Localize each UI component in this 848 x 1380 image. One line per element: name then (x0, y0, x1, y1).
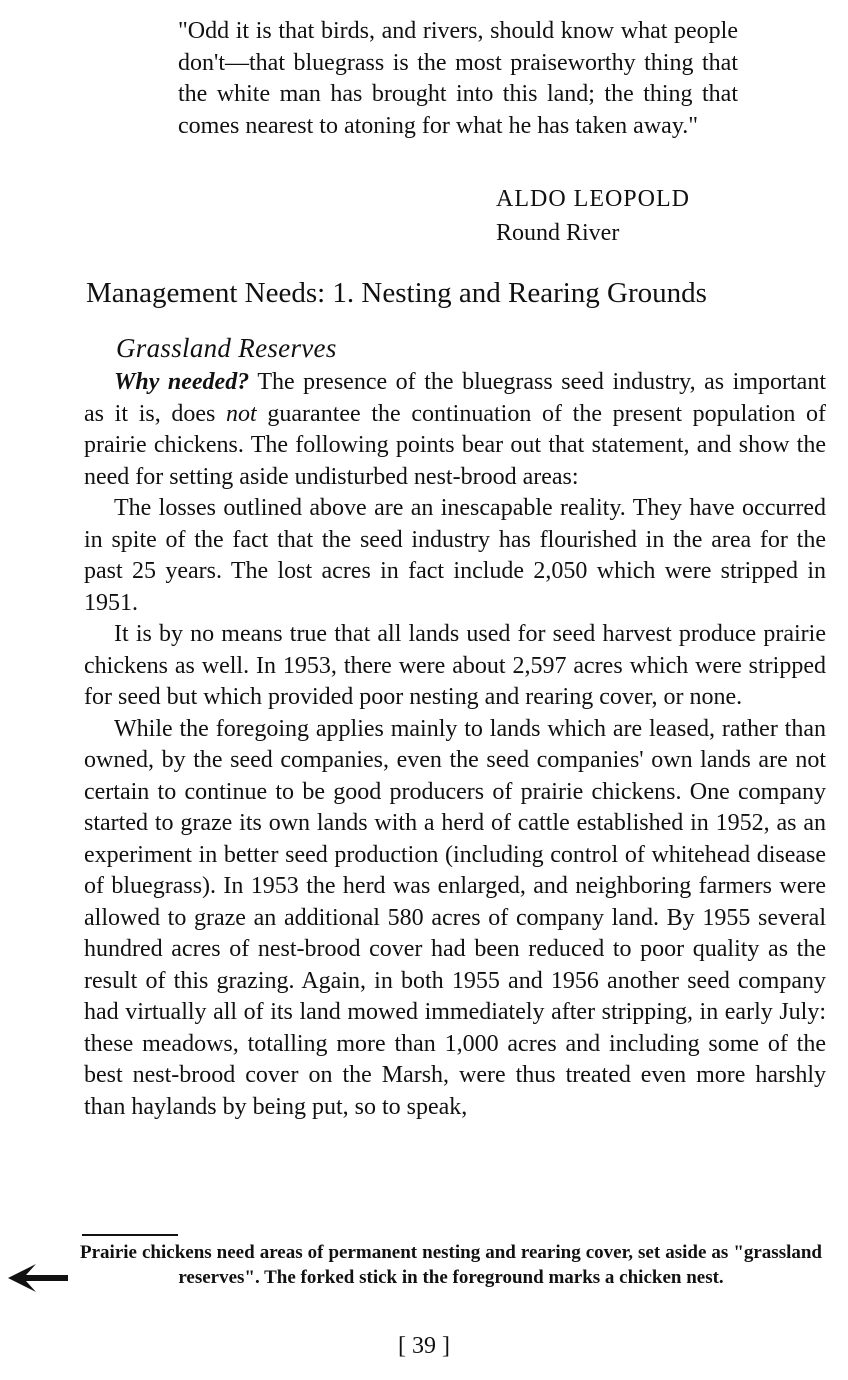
epigraph-source: Round River (496, 220, 620, 246)
paragraph-losses: The losses outlined above are an inescapable reality. They have occurred in spite of the fact that the seed industry has flourished in the area for the past 25 years. The lost acres in fact include 2,050 which were stripped in 1951. (84, 495, 826, 616)
page-number: [ 39 ] (398, 1333, 450, 1359)
epigraph-author: ALDO LEOPOLD (496, 186, 690, 212)
body-text (84, 367, 826, 1123)
paragraph-text: The presence of the bluegrass seed industry, as important as it is, does (84, 369, 826, 427)
caption-divider (82, 1234, 178, 1236)
epigraph-attribution (496, 182, 690, 250)
paragraph-seed-harvest: It is by no means true that all lands used for seed harvest produce prairie chickens as well. In 1953, there were about 2,597 acres which were stripped for seed but which provided poor nesting and rearing cover, or none. (84, 621, 826, 710)
section-heading: Management Needs: 1. Nesting and Rearing Grounds (86, 277, 707, 309)
figure-caption: Prairie chickens need areas of permanent nesting and rearing cover, set aside as "grassland reserves". The forked stick in the foreground marks a chicken nest. (80, 1242, 822, 1288)
paragraph-why-needed (84, 367, 826, 493)
left-arrow-icon (6, 1261, 70, 1295)
paragraph-company-lands: While the foregoing applies mainly to lands which are leased, rather than owned, by the seed companies, even the seed companies' own lands are not certain to continue to be good producers of prairie chickens. One company started to graze its own lands with a herd of cattle established in 1952, as an experiment in better seed production (including control of whitehead disease of bluegrass). In 1953 the herd was enlarged, and neighboring farmers were allowed to graze an additional 580 acres of company land. By 1955 several hundred acres of nest-brood cover had been reduced to poor quality as the result of this grazing. Again, in both 1955 and 1956 another seed company had virtually all of its land mowed immediately after stripping, in early July: these meadows, totalling more than 1,000 acres and including some of the best nest-brood cover on the Marsh, were thus treated even more harshly than haylands by being put, so to speak, (84, 715, 826, 1120)
sub-heading: Grassland Reserves (116, 333, 337, 363)
paragraph-text: guarantee the continuation of the present population of prairie chickens. The following points bear out that statement, and show the need for setting aside undisturbed nest-brood areas: (84, 400, 826, 490)
epigraph-quote: "Odd it is that birds, and rivers, should know what people don't—that bluegrass is the most praiseworthy thing that the white man has brought into this land; the thing that comes nearest to atoning for what he has taken away." (178, 18, 738, 139)
emphasis-not: not (226, 400, 257, 427)
lead-label: Why needed? (114, 369, 250, 395)
